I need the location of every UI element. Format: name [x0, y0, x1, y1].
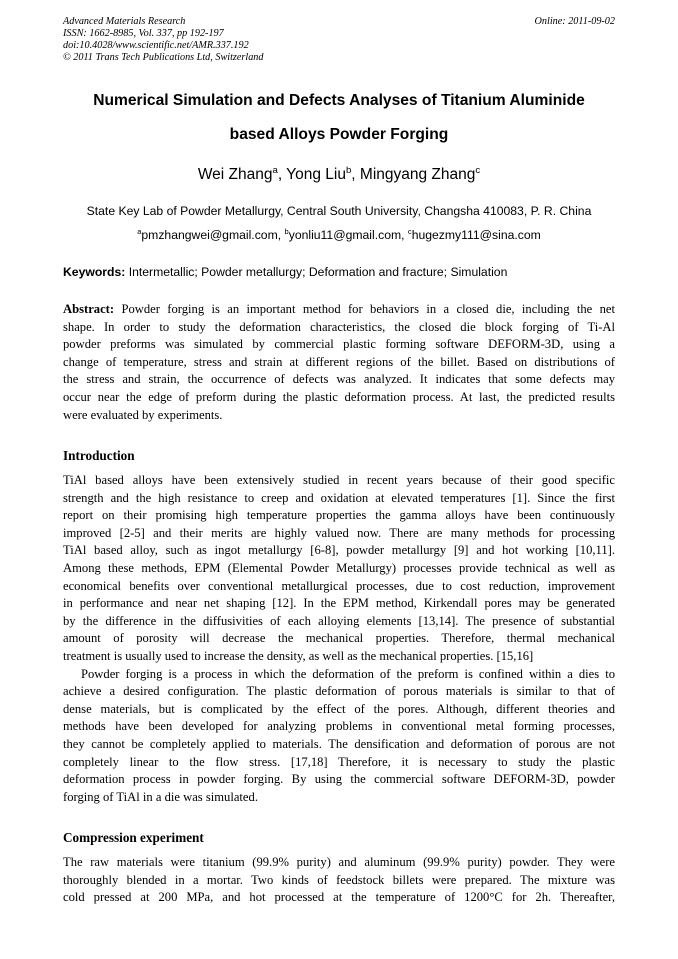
text-line: economical benefits over conventional metallurgical processes, due to cost reduction, improvement [63, 578, 615, 593]
text-line: forging of TiAl in a die was simulated. [63, 789, 258, 804]
author-sup: b [345, 164, 352, 176]
author-sup: a [272, 164, 278, 176]
abstract-line: powder preforms was simulated by commercial plastic forming software DEFORM-3D, using a [63, 337, 615, 352]
introduction-paragraph-2 [63, 666, 615, 807]
text-line: deformation process in powder forging. By using the commercial software DEFORM-3D, powder [63, 772, 615, 787]
text-line: in performance and near net shaping [12]. In the EPM method, Kirkendall pores may be generated [63, 596, 615, 611]
text-line: cold pressed at 200 MPa, and hot processed at the temperature of 1200°C for 2h. Thereafter, [63, 890, 615, 905]
paper-title-line-1: Numerical Simulation and Defects Analyses of Titanium Aluminide [93, 92, 585, 109]
email-sup: a [137, 226, 142, 236]
email-address: hugezmy111@sina.com [411, 228, 541, 242]
text-line: The raw materials were titanium (99.9% purity) and aluminum (99.9% purity) powder. They were [63, 855, 615, 869]
copyright-line: © 2011 Trans Tech Publications Ltd, Switzerland [63, 52, 264, 63]
keywords-text: Intermetallic; Powder metallurgy; Deformation and fracture; Simulation [128, 265, 508, 279]
affiliation: State Key Lab of Powder Metallurgy, Central South University, Changsha 410083, P. R. China [86, 204, 592, 218]
text-line: improved [2-5] and their merits are highly valued now. There are many methods for processing [63, 525, 615, 540]
abstract-line: shape. In order to study the deformation characteristics, the closed die block forging of Ti-Al [63, 319, 615, 334]
text-line: Among these methods, EPM (Elemental Powder Metallurgy) processes provide technical as well as [63, 560, 615, 575]
email-list: $^a$pmzhangwei@gmail.com, $^b$yonliu11@gmail.com, $^c$hugezmy111@sina.com [137, 226, 541, 242]
paper-title-line-2: based Alloys Powder Forging [229, 126, 449, 143]
text-line: TiAl based alloys have been extensively studied in recent years because of their good specific [63, 473, 615, 487]
email-address: pmzhangwei@gmail.com [141, 228, 278, 242]
text-line: thoroughly blended in a mortar. Two kinds of feedstock billets were prepared. The mixture was [63, 872, 615, 887]
text-line: dense materials, but is complicated by the effect of the pores. Although, different theories and [63, 701, 615, 716]
abstract-line: occur near the edge of preform during the plastic deformation process. At last, the predicted results [63, 389, 615, 404]
abstract-line: the stress and strain, the occurrence of defects was analyzed. It indicates that some defects may [63, 372, 615, 387]
compression-paragraph [63, 854, 615, 907]
compression-heading: Compression experiment [63, 830, 204, 845]
author-sup: c [475, 164, 481, 176]
text-line: strength and the high resistance to creep and oxidation at elevated temperatures [1]. Since the first [63, 490, 615, 505]
abstract-line: Abstract: Powder forging is an important method for behaviors in a closed die, including the net [63, 302, 615, 316]
text-line: completely linear to the flow stress. [17,18] Therefore, it is necessary to study the plastic [63, 754, 615, 769]
text-line: TiAl based alloy, such as ingot metallurgy [6-8], powder metallurgy [9] and hot working [10,11]. [63, 543, 615, 558]
online-date: Online: 2011-09-02 [534, 16, 615, 27]
journal-header [63, 16, 615, 64]
author-name: Yong Liu [286, 166, 346, 183]
text-line: they cannot be completely applied to materials. The densification and deformation of porous are not [63, 736, 615, 751]
abstract-label: Abstract: [63, 302, 115, 316]
text-line: achieve a desired configuration. The plastic deformation of porous materials is similar to that of [63, 684, 615, 699]
journal-name: Advanced Materials Research [63, 16, 186, 27]
author-list: Wei Zhang$^a$, Yong Liu$^b$, Mingyang Zhang$^c$ [197, 164, 481, 183]
text-line: report on their promising high temperature properties the gamma alloys have been continuously [63, 508, 615, 523]
text-line: methods have been developed for analyzing problems in conventional metal forming processes, [63, 719, 615, 734]
abstract-line: change of temperature, stress and strain at different regions of the billet. Based on distributions of [63, 354, 615, 369]
doi-line: doi:10.4028/www.scientific.net/AMR.337.192 [63, 40, 249, 51]
author-name: Mingyang Zhang [359, 166, 476, 183]
email-sup: b [284, 226, 289, 236]
text-line: by the difference in the diffusivities of each alloying elements [13,14]. The presence of substantial [63, 613, 615, 628]
abstract [63, 301, 615, 424]
author-name: Wei Zhang [197, 166, 273, 183]
text-line: amount of porosity will decrease the mechanical properties. Therefore, thermal mechanical [63, 631, 615, 646]
email-sup: c [407, 226, 412, 236]
introduction-paragraph-1 [63, 472, 615, 666]
text-line: treatment is usually used to increase the density, as well as the mechanical properties. [15,16] [63, 648, 534, 663]
keywords-label: Keywords: [63, 265, 126, 279]
abstract-line: were evaluated by experiments. [63, 407, 223, 422]
keywords [63, 265, 615, 279]
issn-line: ISSN: 1662-8985, Vol. 337, pp 192-197 [63, 28, 224, 39]
text-line: Powder forging is a process in which the deformation of the preform is confined within a dies to [81, 666, 615, 681]
introduction-heading: Introduction [63, 448, 135, 463]
email-address: yonliu11@gmail.com [288, 228, 402, 242]
